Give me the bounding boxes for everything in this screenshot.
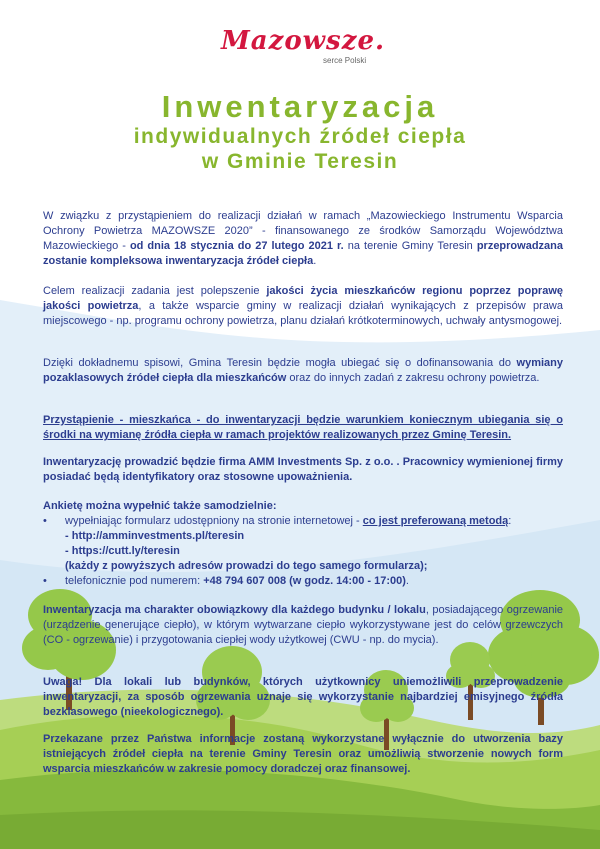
funding-bold: wymiany pozaklasowych źródeł ciepła dla mieszkańców [43, 357, 563, 384]
mandatory-text: , posiadającego ogrzewanie (urządzenie generujące ciepło), w którym wytwarzane ciepło wykorzystywane jest do celów grzewczych (CO - ogrzewanie) i przygotowania ciepłej wody użytkowej (CWU - np. do mycia). [43, 604, 564, 646]
survey-link-2[interactable]: - https://cutt.ly/teresin [65, 545, 180, 557]
brand-wordmark: Mazowsze. [220, 26, 386, 56]
requirement-text: Przystąpienie - mieszkańca - do inwentaryzacji będzie warunkiem koniecznym ubiegania się o środki na wymianę źródła ciepła w ramach projektów realizowanych przez Gminę Teresin. [43, 414, 563, 441]
preferred-method: co jest preferowaną metodą [362, 515, 509, 527]
paragraph-mandatory [43, 603, 563, 648]
goal-text-2: , a także wsparcie gminy w realizacji działań wynikających z przepisów prawa miejscowego - np. programu ochrony powietrza, planu działań krótkoterminowych, uchwały antysmogowej. [43, 300, 563, 327]
survey-bullet-phone: • telefonicznie pod numerem: +48 794 607 008 (w godz. 14:00 - 17:00). [43, 575, 409, 587]
intro-inventory: przeprowadzana zostanie kompleksowa inwentaryzacja źródeł ciepła [43, 240, 563, 267]
intro-text: W związku z przystąpieniem do realizacji działań w ramach „Mazowieckiego Instrumentu Wsparcia Ochrony Powietrza MAZOWSZE 2020” - finansowanego ze środków Samorządu Województwa Mazowieckiego - [43, 210, 563, 252]
data-use-text: Przekazane przez Państwa informacje zostaną wykorzystane wyłącznie do utworzenia bazy istniejących źródeł ciepła na terenie Gminy Teresin oraz umożliwią stworzenie nowych form wsparcia mieszkańców w zakresie pomocy doradczej oraz finansowej. [43, 733, 563, 775]
paragraph-funding [43, 356, 563, 386]
goal-bold: jakości życia mieszkańców regionu poprzez poprawę jakości powietrza [43, 285, 563, 312]
paragraph-requirement [43, 413, 563, 443]
warning-text: Uwaga! Dla lokali lub budynków, których użytkownicy uniemożliwili przeprowadzenie inwentaryzacji, za sposób ogrzewania uznaje się wykorzystanie najbardziej emisyjnego źródła bezklasowego (nieekologicznego). [43, 676, 563, 718]
paragraph-goal [43, 284, 563, 329]
survey-link-1[interactable]: - http://amminvestments.pl/teresin [65, 530, 245, 542]
paragraph-intro [43, 209, 563, 269]
paragraph-data-use [43, 732, 563, 777]
bullet-icon: • [43, 575, 47, 587]
title-line-1: Inwentaryzacja [161, 89, 439, 124]
paragraph-company [43, 455, 563, 485]
survey-heading: Ankietę można wypełnić także samodzielnie: [43, 500, 277, 512]
phone-number: +48 794 607 008 (w godz. 14:00 - 17:00) [203, 575, 406, 587]
goal-text: Celem realizacji zadania jest polepszenie [43, 285, 267, 297]
company-text: Inwentaryzację prowadzić będzie firma AMM Investments Sp. z o.o. . Pracownicy wymienionej firmy posiadać będą identyfikatory oraz stosowne upoważnienia. [43, 456, 563, 483]
funding-text: Dzięki dokładnemu spisowi, Gmina Teresin będzie mogła ubiegać się o dofinansowania do [43, 357, 517, 369]
intro-end: . [313, 255, 317, 267]
paragraph-warning [43, 675, 563, 720]
title-line-3: w Gminie Teresin [201, 150, 399, 173]
funding-text-2: oraz do innych zadań z zakresu ochrony powietrza. [286, 372, 540, 384]
mandatory-bold: Inwentaryzacja ma charakter obowiązkowy dla każdego budynku / lokalu [43, 604, 426, 616]
survey-bullet-online: • wypełniając formularz udostępniony na stronie internetowej - co jest preferowaną metodą: [43, 515, 512, 527]
intro-dates: od dnia 18 stycznia do 27 lutego 2021 r. [129, 240, 344, 252]
intro-text-2: na terenie Gminy Teresin [343, 240, 477, 252]
brand-tagline: serce Polski [323, 56, 367, 65]
survey-note: (każdy z powyższych adresów prowadzi do tego samego formularza); [65, 560, 428, 572]
brand-logo [0, 26, 600, 65]
survey-section [43, 499, 573, 589]
bullet-icon: • [43, 515, 47, 527]
title-line-2: indywidualnych źródeł ciepła [133, 125, 467, 148]
